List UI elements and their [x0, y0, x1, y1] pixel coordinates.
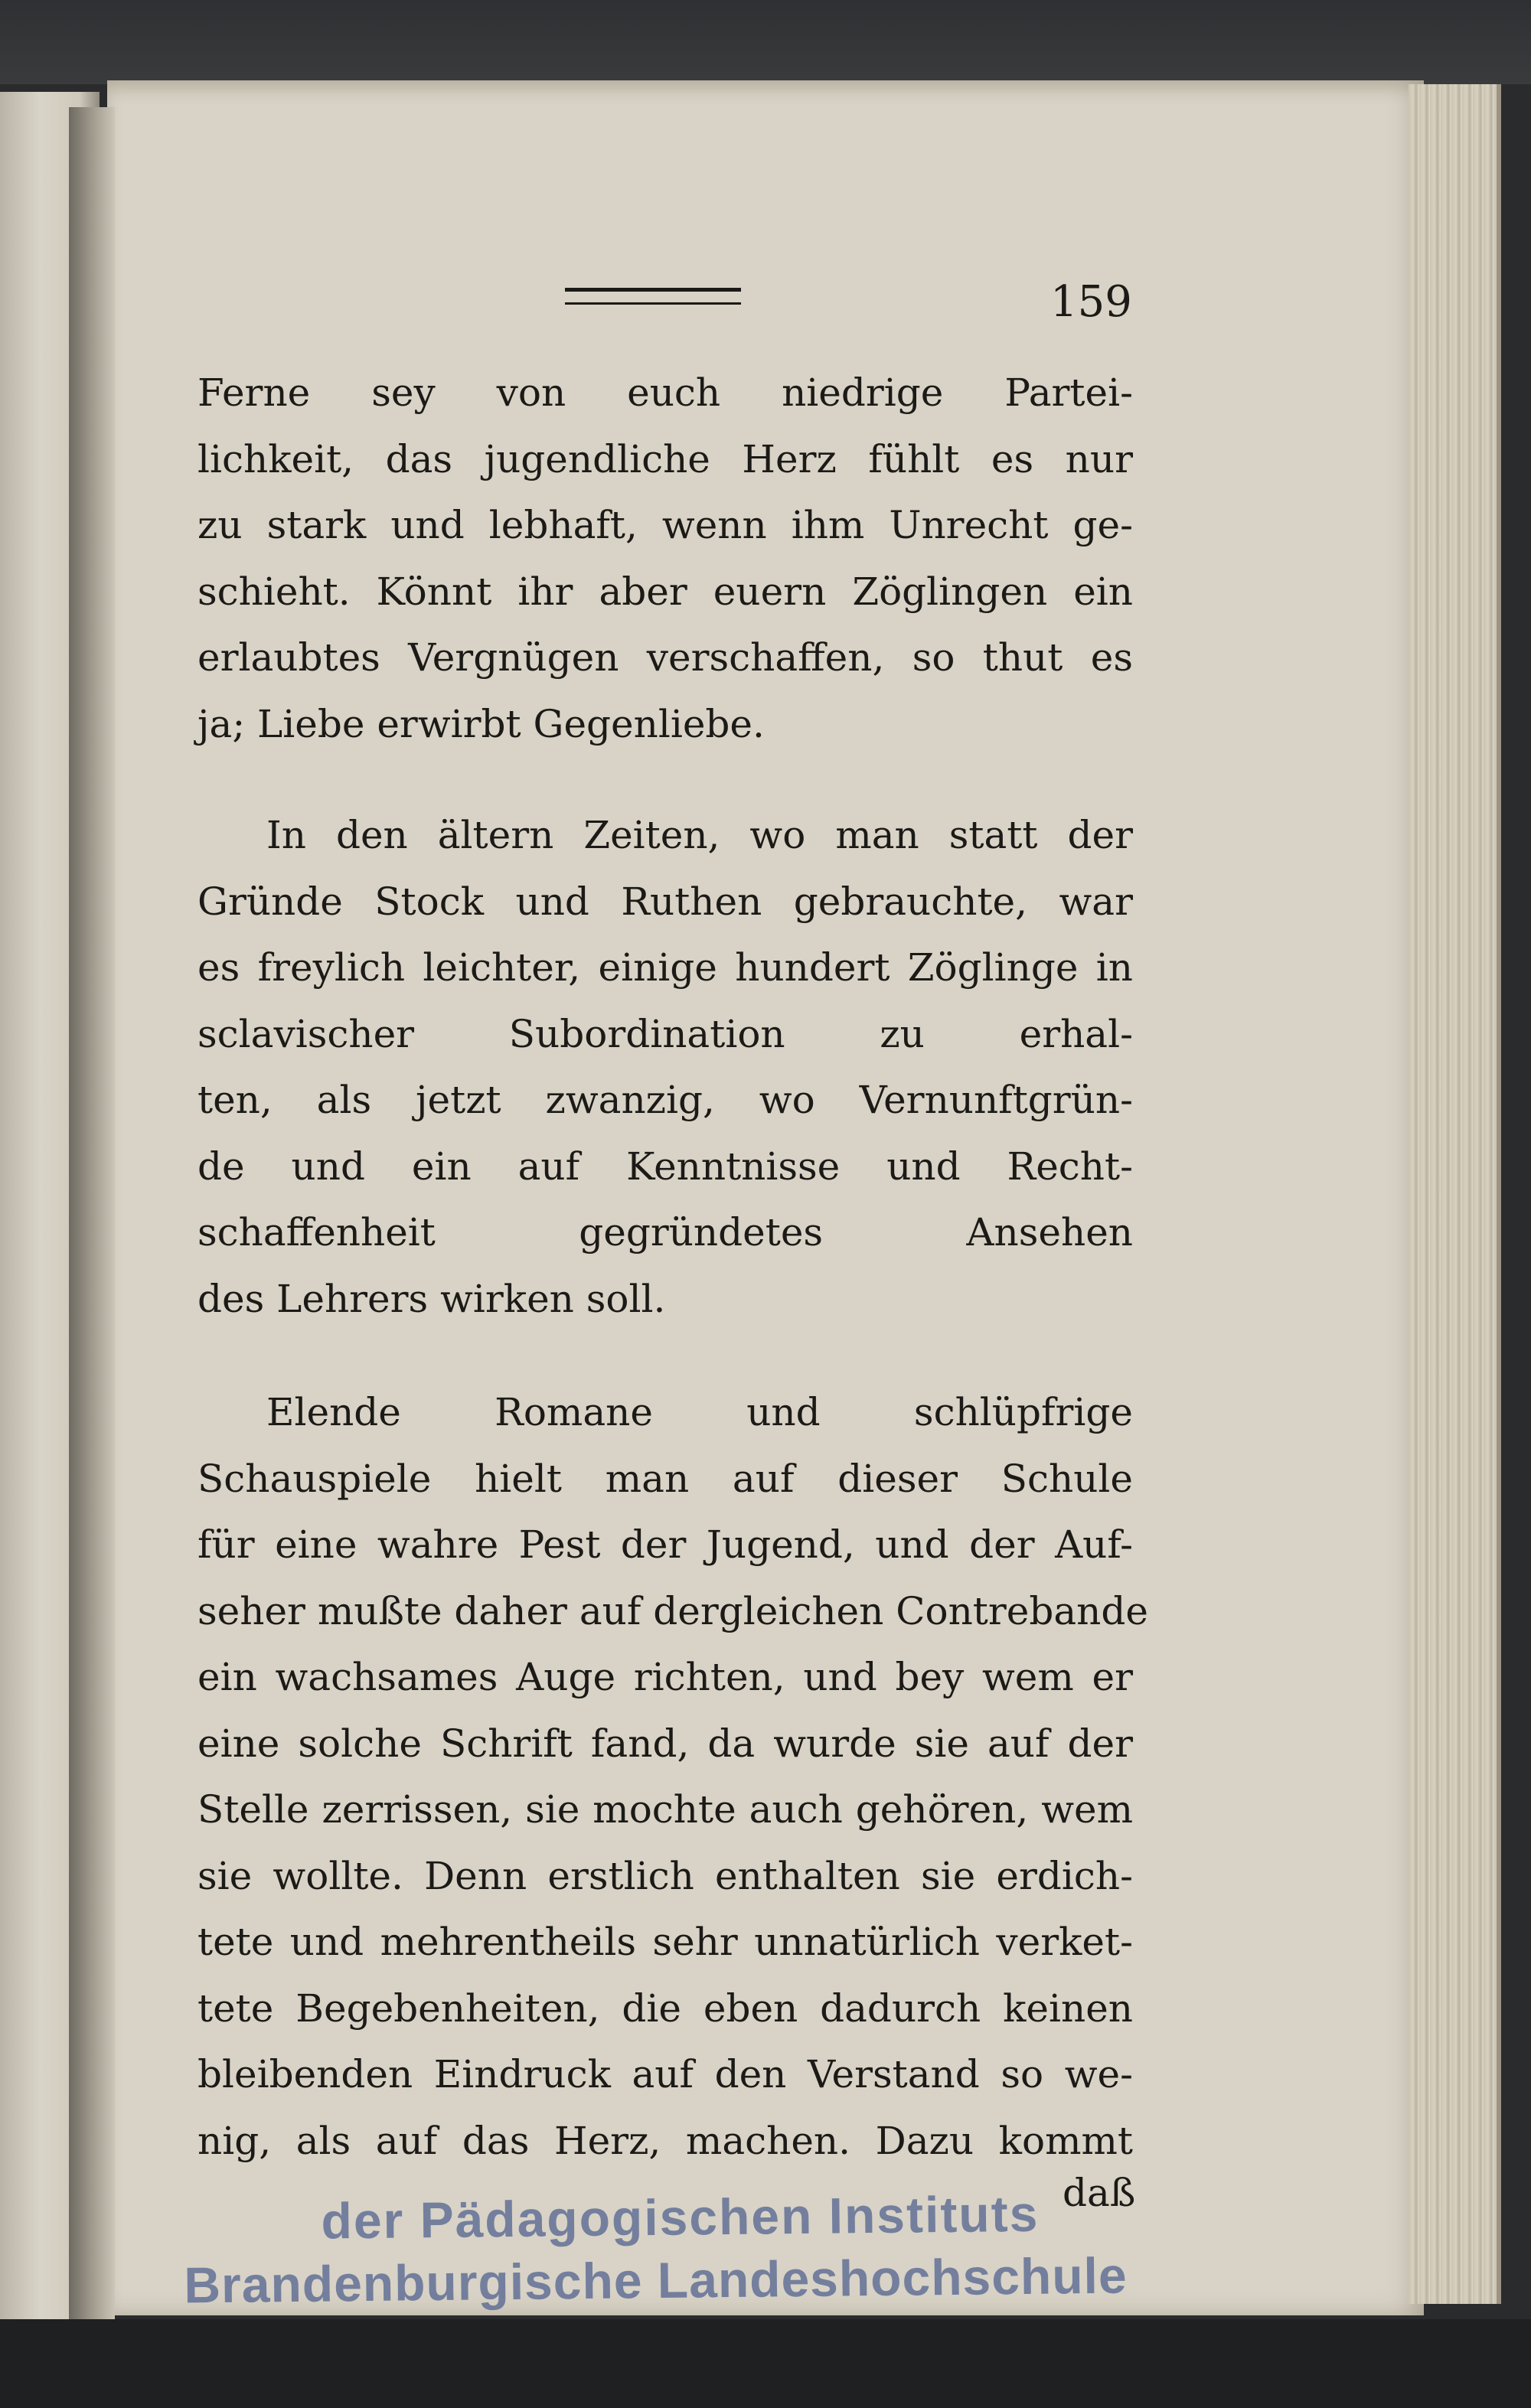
- paragraph-2: [197, 802, 1133, 1332]
- text-line: In den ältern Zeiten, wo man statt der: [266, 813, 1133, 857]
- text-line: de und ein auf Kenntnisse und Recht-: [197, 1144, 1133, 1189]
- stamp-line-2: Brandenburgische Landeshochschule: [184, 2246, 1128, 2314]
- text-line: bleibenden Eindruck auf den Verstand so we-: [197, 2052, 1133, 2096]
- text-line: ten, als jetzt zwanzig, wo Vernunftgrün-: [197, 1078, 1133, 1122]
- catchword: daß: [1063, 2171, 1136, 2215]
- text-line: schaffenheit gegründetes Ansehen: [197, 1210, 1133, 1255]
- text-line: eine solche Schrift fand, da wurde sie auf der: [197, 1721, 1133, 1766]
- text-line: des Lehrers wirken soll.: [197, 1276, 666, 1321]
- text-line: Gründe Stock und Ruthen gebrauchte, war: [197, 879, 1133, 924]
- page-edges: [1409, 84, 1501, 2304]
- paragraph-3: [197, 1379, 1148, 2174]
- text-line: seher mußte daher auf dergleichen Contrebande: [197, 1588, 1148, 1633]
- text-line: Elende Romane und schlüpfrige: [266, 1390, 1133, 1434]
- stamp-line-1: der Pädagogischen Instituts: [321, 2184, 1040, 2250]
- text-line: Stelle zerrissen, sie mochte auch gehören, wem: [197, 1787, 1133, 1832]
- text-line: zu stark und lebhaft, wenn ihm Unrecht ge-: [197, 503, 1133, 547]
- text-line: tete und mehrentheils sehr unnatürlich verket-: [197, 1920, 1133, 1964]
- text-line: ein wachsames Auge richten, und bey wem er: [197, 1655, 1133, 1699]
- scan-background-bottom: [0, 2319, 1531, 2408]
- text-line: erlaubtes Vergnügen verschaffen, so thut es: [197, 635, 1133, 680]
- page-number: 159: [1050, 277, 1132, 327]
- scan-background-top: [0, 0, 1531, 84]
- text-line: tete Begebenheiten, die eben dadurch keinen: [197, 1985, 1133, 2031]
- header-rule: [565, 288, 741, 305]
- book-gutter: [69, 107, 115, 2327]
- text-line: schieht. Könnt ihr aber euern Zöglingen ein: [197, 569, 1133, 614]
- text-line: nig, als auf das Herz, machen. Dazu kommt: [197, 2118, 1133, 2163]
- text-line: sclavischer Subordination zu erhal-: [197, 1011, 1133, 1056]
- text-line: sie wollte. Denn erstlich enthalten sie erdich-: [197, 1853, 1133, 1898]
- text-line: Schauspiele hielt man auf dieser Schule: [197, 1456, 1133, 1501]
- library-stamp: [183, 2182, 1271, 2324]
- text-line: für eine wahre Pest der Jugend, und der Auf-: [197, 1522, 1133, 1567]
- text-line: ja; Liebe erwirbt Gegenliebe.: [197, 701, 765, 746]
- text-line: es freylich leichter, einige hundert Zöglinge in: [197, 945, 1133, 990]
- text-line: Ferne sey von euch niedrige Partei-: [197, 370, 1133, 415]
- text-line: lichkeit, das jugendliche Herz fühlt es nur: [197, 436, 1133, 481]
- paragraph-1: [197, 360, 1133, 757]
